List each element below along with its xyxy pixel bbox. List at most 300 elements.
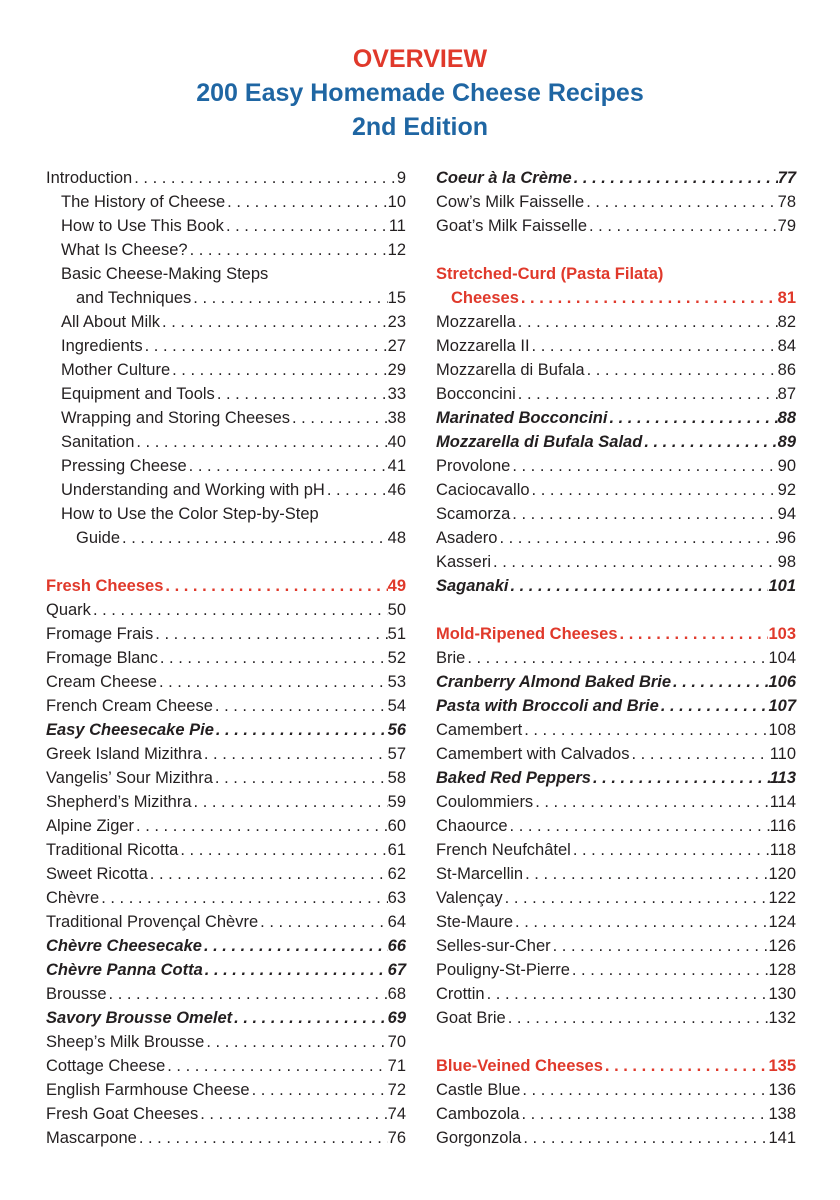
toc-entry-label: St-Marcellin xyxy=(436,865,524,883)
toc-entry-label: Blue-Veined Cheeses xyxy=(436,1057,603,1075)
toc-page-number: 40 xyxy=(387,433,406,451)
toc-entry-label: Cranberry Almond Baked Brie xyxy=(436,673,672,691)
toc-page-number: 124 xyxy=(768,913,796,931)
toc-entry[interactable] xyxy=(436,382,796,406)
toc-entry-label: How to Use the Color Step-by-Step xyxy=(61,505,319,523)
dot-leader xyxy=(188,238,388,262)
toc-entry-label: Quark xyxy=(46,601,91,619)
dot-leader xyxy=(519,286,778,310)
dot-leader xyxy=(204,1030,387,1054)
toc-entry-label: Savory Brousse Omelet xyxy=(46,1009,233,1027)
toc-page-number: 52 xyxy=(387,649,406,667)
toc-entry[interactable] xyxy=(46,166,406,190)
dot-leader xyxy=(153,622,387,646)
toc-entry[interactable] xyxy=(46,886,406,910)
toc-page-number: 58 xyxy=(387,769,406,787)
toc-entry-label: Mold-Ripened Cheeses xyxy=(436,625,618,643)
toc-entry[interactable] xyxy=(436,526,796,550)
dot-leader xyxy=(213,694,388,718)
dot-leader xyxy=(198,1102,387,1126)
toc-entry-label: Ingredients xyxy=(61,337,143,355)
toc-page-number: 38 xyxy=(387,409,406,427)
toc-entry[interactable] xyxy=(46,718,406,742)
dot-leader xyxy=(134,814,388,838)
toc-entry[interactable] xyxy=(46,694,406,718)
toc-page-number: 29 xyxy=(387,361,406,379)
toc-page-number: 138 xyxy=(768,1105,796,1123)
toc-entry[interactable] xyxy=(436,742,796,766)
toc-entry[interactable] xyxy=(436,478,796,502)
toc-entry-label: Mozzarella II xyxy=(436,337,530,355)
toc-entry-label: French Cream Cheese xyxy=(46,697,213,715)
dot-leader xyxy=(160,310,388,334)
toc-entry[interactable] xyxy=(436,790,796,814)
toc-page-number: 116 xyxy=(769,817,796,835)
book-title: 200 Easy Homemade Cheese Recipes xyxy=(196,79,644,107)
dot-leader xyxy=(522,718,768,742)
page-header xyxy=(0,42,840,144)
toc-page-number: 33 xyxy=(387,385,406,403)
toc-page-number: 72 xyxy=(387,1081,406,1099)
toc-entry-label: Basic Cheese-Making Steps xyxy=(61,265,269,283)
toc-entry-label: Gorgonzola xyxy=(436,1129,522,1147)
toc-page-number: 108 xyxy=(768,721,796,739)
dot-leader xyxy=(603,1054,769,1078)
toc-entry[interactable] xyxy=(436,814,796,838)
dot-leader xyxy=(192,790,388,814)
toc-entry-label: Alpine Ziger xyxy=(46,817,135,835)
toc-page-number: 54 xyxy=(387,697,406,715)
toc-entry-label: Equipment and Tools xyxy=(61,385,215,403)
toc-page-number: 50 xyxy=(387,601,406,619)
toc-entry-label: Fromage Frais xyxy=(46,625,154,643)
dot-leader xyxy=(157,670,388,694)
dot-leader xyxy=(232,1006,387,1030)
toc-entry-label: Pouligny-St-Pierre xyxy=(436,961,570,979)
toc-entry[interactable] xyxy=(46,838,406,862)
toc-entry-label: Cream Cheese xyxy=(46,673,157,691)
toc-entry-label: French Neufchâtel xyxy=(436,841,571,859)
toc-page-number: 62 xyxy=(387,865,406,883)
dot-leader xyxy=(571,838,770,862)
toc-entry[interactable] xyxy=(436,1102,796,1126)
toc-entry[interactable] xyxy=(436,958,796,982)
toc-page-number: 130 xyxy=(768,985,796,1003)
dot-leader xyxy=(170,358,388,382)
dot-leader xyxy=(630,742,770,766)
dot-leader xyxy=(591,766,770,790)
dot-leader xyxy=(485,982,769,1006)
toc-entry-label: Introduction xyxy=(46,169,133,187)
toc-entry[interactable] xyxy=(436,454,796,478)
toc-entry[interactable] xyxy=(46,622,406,646)
toc-entry-label: How to Use This Book xyxy=(61,217,224,235)
toc-entry[interactable] xyxy=(436,1078,796,1102)
toc-entry-label: Coeur à la Crème xyxy=(436,169,572,187)
dot-leader xyxy=(258,910,387,934)
toc-entry-label: Fresh Goat Cheeses xyxy=(46,1105,199,1123)
toc-entry[interactable] xyxy=(46,406,406,430)
toc-entry[interactable] xyxy=(46,334,406,358)
toc-page-number: 64 xyxy=(387,913,406,931)
toc-entry-label: Caciocavallo xyxy=(436,481,530,499)
toc-entry-label: English Farmhouse Cheese xyxy=(46,1081,250,1099)
dot-leader xyxy=(497,526,777,550)
toc-entry[interactable] xyxy=(46,238,406,262)
toc-entry-label: Mascarpone xyxy=(46,1129,137,1147)
toc-entry-label: Traditional Ricotta xyxy=(46,841,179,859)
toc-page-number: 94 xyxy=(777,505,796,523)
toc-entry[interactable] xyxy=(436,430,796,454)
toc-entry[interactable] xyxy=(46,1102,406,1126)
toc-entry[interactable] xyxy=(436,646,796,670)
toc-entry[interactable] xyxy=(436,694,796,718)
toc-entry-label: Valençay xyxy=(436,889,503,907)
toc-entry[interactable] xyxy=(46,358,406,382)
toc-entry-label: All About Milk xyxy=(61,313,161,331)
toc-entry[interactable] xyxy=(436,862,796,886)
toc-entry-label: Traditional Provençal Chèvre xyxy=(46,913,259,931)
toc-entry[interactable] xyxy=(436,670,796,694)
toc-entry-label: Saganaki xyxy=(436,577,509,595)
toc-entry[interactable] xyxy=(436,550,796,574)
dot-leader xyxy=(533,790,770,814)
toc-entry-label: Castle Blue xyxy=(436,1081,521,1099)
toc-page-number: 15 xyxy=(387,289,406,307)
toc-entry-label: Stretched-Curd (Pasta Filata) xyxy=(436,265,664,283)
toc-entry-label: Ste-Maure xyxy=(436,913,514,931)
dot-leader xyxy=(107,982,388,1006)
toc-page-number: 69 xyxy=(387,1009,406,1027)
toc-entry[interactable] xyxy=(46,910,406,934)
toc-page-number: 79 xyxy=(777,217,796,235)
toc-page-number: 110 xyxy=(769,745,796,763)
toc-entry-label: Mother Culture xyxy=(61,361,171,379)
toc-entry[interactable] xyxy=(436,502,796,526)
toc-section-heading[interactable] xyxy=(46,574,406,598)
dot-leader xyxy=(134,430,387,454)
toc-entry-label: Asadero xyxy=(436,529,498,547)
toc-page-number: 135 xyxy=(768,1057,796,1075)
dot-leader xyxy=(572,166,778,190)
toc-entry-label: Chèvre Panna Cotta xyxy=(46,961,203,979)
dot-leader xyxy=(132,166,397,190)
toc-page-number: 53 xyxy=(387,673,406,691)
dot-leader xyxy=(187,454,388,478)
toc-page-number: 11 xyxy=(388,217,406,235)
toc-entry-label: Crottin xyxy=(436,985,485,1003)
toc-page-number: 120 xyxy=(768,865,796,883)
toc-entry-label: Chèvre xyxy=(46,889,100,907)
dot-leader xyxy=(214,718,388,742)
toc-entry[interactable] xyxy=(46,766,406,790)
toc-right-column xyxy=(436,166,796,1150)
toc-entry-label: Cheeses xyxy=(451,289,519,307)
dot-leader xyxy=(178,838,387,862)
toc-page-number: 128 xyxy=(768,961,796,979)
toc-entry-label: Cow’s Milk Faisselle xyxy=(436,193,585,211)
dot-leader xyxy=(516,310,778,334)
toc-entry[interactable] xyxy=(46,310,406,334)
toc-entry-label: Greek Island Mizithra xyxy=(46,745,202,763)
dot-leader xyxy=(163,574,387,598)
toc-entry-label: Fresh Cheeses xyxy=(46,577,164,595)
toc-page-number: 63 xyxy=(387,889,406,907)
toc-page-number: 10 xyxy=(387,193,406,211)
toc-page-number: 122 xyxy=(768,889,796,907)
toc-entry-label: Chaource xyxy=(436,817,508,835)
dot-leader xyxy=(158,646,388,670)
toc-page-number: 61 xyxy=(387,841,406,859)
toc-entry[interactable] xyxy=(46,502,406,526)
toc-entry[interactable] xyxy=(46,862,406,886)
toc-page-number: 12 xyxy=(387,241,406,259)
toc-entry-label: Goat’s Milk Faisselle xyxy=(436,217,587,235)
toc-entry[interactable] xyxy=(436,334,796,358)
toc-entry-label: Shepherd’s Mizithra xyxy=(46,793,192,811)
toc-page-number: 9 xyxy=(396,169,406,187)
toc-entry[interactable] xyxy=(436,1126,796,1150)
toc-page-number: 41 xyxy=(387,457,406,475)
dot-leader xyxy=(642,430,777,454)
toc-entry[interactable] xyxy=(436,1006,796,1030)
toc-page-number: 23 xyxy=(387,313,406,331)
toc-entry-label: What Is Cheese? xyxy=(61,241,188,259)
toc-entry[interactable] xyxy=(46,286,406,310)
toc-entry-label: Cambozola xyxy=(436,1105,520,1123)
toc-page-number: 90 xyxy=(777,457,796,475)
toc-entry-label: Mozzarella xyxy=(436,313,516,331)
toc-entry[interactable] xyxy=(46,454,406,478)
toc-entry[interactable] xyxy=(46,958,406,982)
toc-entry[interactable] xyxy=(436,358,796,382)
toc-page-number: 77 xyxy=(777,169,796,187)
section-gap xyxy=(436,1030,796,1054)
toc-page-number: 106 xyxy=(768,673,796,691)
toc-entry-label: Pasta with Broccoli and Brie xyxy=(436,697,659,715)
dot-leader xyxy=(519,1102,768,1126)
toc-entry[interactable] xyxy=(436,766,796,790)
toc-entry[interactable] xyxy=(436,166,796,190)
toc-entry[interactable] xyxy=(436,214,796,238)
toc-entry-label: Wrapping and Storing Cheeses xyxy=(61,409,291,427)
toc-entry[interactable] xyxy=(46,982,406,1006)
toc-entry-label: Chèvre Cheesecake xyxy=(46,937,202,955)
toc-entry-label: Sweet Ricotta xyxy=(46,865,148,883)
toc-page-number: 132 xyxy=(768,1009,796,1027)
toc-entry[interactable] xyxy=(436,838,796,862)
section-gap xyxy=(46,550,406,574)
toc-page-number: 81 xyxy=(777,289,796,307)
dot-leader xyxy=(203,958,388,982)
toc-entry[interactable] xyxy=(436,574,796,598)
toc-entry[interactable] xyxy=(436,982,796,1006)
toc-page-number: 51 xyxy=(387,625,406,643)
dot-leader xyxy=(165,1054,387,1078)
toc-page-number: 107 xyxy=(768,697,796,715)
toc-page-number: 66 xyxy=(387,937,406,955)
dot-leader xyxy=(191,286,387,310)
toc-page-number: 118 xyxy=(769,841,796,859)
toc-entry-label: Easy Cheesecake Pie xyxy=(46,721,214,739)
toc-page-number: 82 xyxy=(777,313,796,331)
toc-entry-label: Marinated Bocconcini xyxy=(436,409,608,427)
toc-page-number: 59 xyxy=(387,793,406,811)
dot-leader xyxy=(503,886,769,910)
toc-page-number: 78 xyxy=(777,193,796,211)
dot-leader xyxy=(325,478,388,502)
toc-entry[interactable] xyxy=(46,214,406,238)
toc-entry[interactable] xyxy=(46,382,406,406)
toc-page-number: 88 xyxy=(777,409,796,427)
toc-entry-label: Camembert with Calvados xyxy=(436,745,630,763)
dot-leader xyxy=(202,742,388,766)
toc-page-number: 114 xyxy=(769,793,796,811)
toc-entry-label: Mozzarella di Bufala Salad xyxy=(436,433,643,451)
dot-leader xyxy=(671,670,768,694)
toc-entry-label: Coulommiers xyxy=(436,793,534,811)
dot-leader xyxy=(585,358,778,382)
dot-leader xyxy=(224,214,389,238)
dot-leader xyxy=(584,190,777,214)
dot-leader xyxy=(530,334,778,358)
toc-entry-label: Provolone xyxy=(436,457,511,475)
dot-leader xyxy=(587,214,778,238)
toc-entry[interactable] xyxy=(46,934,406,958)
toc-entry[interactable] xyxy=(46,1126,406,1150)
toc-entry-label: The History of Cheese xyxy=(61,193,226,211)
toc-page-number: 60 xyxy=(387,817,406,835)
toc-entry-label: Sheep’s Milk Brousse xyxy=(46,1033,205,1051)
toc-entry-label: Pressing Cheese xyxy=(61,457,187,475)
toc-page-number: 96 xyxy=(777,529,796,547)
toc-page-number: 87 xyxy=(777,385,796,403)
toc-section-heading[interactable] xyxy=(436,262,796,286)
toc-page-number: 84 xyxy=(777,337,796,355)
toc-section-heading[interactable] xyxy=(436,622,796,646)
toc-entry-label: Cottage Cheese xyxy=(46,1057,166,1075)
toc-page-number: 46 xyxy=(387,481,406,499)
dot-leader xyxy=(551,934,769,958)
toc-page-number: 70 xyxy=(387,1033,406,1051)
section-gap xyxy=(436,238,796,262)
toc-entry[interactable] xyxy=(46,790,406,814)
toc-page-number: 103 xyxy=(768,625,796,643)
dot-leader xyxy=(491,550,778,574)
dot-leader xyxy=(510,454,777,478)
toc-entry-label: Kasseri xyxy=(436,553,492,571)
section-gap xyxy=(436,598,796,622)
toc-entry[interactable] xyxy=(46,1030,406,1054)
toc-page-number: 136 xyxy=(768,1081,796,1099)
toc-entry[interactable] xyxy=(46,598,406,622)
toc-entry[interactable] xyxy=(46,646,406,670)
dot-leader xyxy=(516,382,778,406)
toc-entry-label: Fromage Blanc xyxy=(46,649,158,667)
dot-leader xyxy=(659,694,769,718)
toc-page-number: 49 xyxy=(387,577,406,595)
toc-entry[interactable] xyxy=(46,1078,406,1102)
toc-entry[interactable] xyxy=(46,478,406,502)
dot-leader xyxy=(215,382,388,406)
toc-page-number: 27 xyxy=(387,337,406,355)
dot-leader xyxy=(523,862,768,886)
toc-page-number: 126 xyxy=(768,937,796,955)
toc-entry[interactable] xyxy=(436,910,796,934)
toc-entry[interactable] xyxy=(436,310,796,334)
dot-leader xyxy=(607,406,777,430)
toc-entry[interactable] xyxy=(436,718,796,742)
toc-section-heading[interactable] xyxy=(436,286,796,310)
toc-entry[interactable] xyxy=(46,190,406,214)
dot-leader xyxy=(213,766,388,790)
dot-leader xyxy=(137,1126,388,1150)
dot-leader xyxy=(290,406,388,430)
dot-leader xyxy=(508,574,768,598)
dot-leader xyxy=(465,646,768,670)
toc-page-number: 101 xyxy=(768,577,796,595)
toc-entry[interactable] xyxy=(436,190,796,214)
dot-leader xyxy=(506,1006,769,1030)
dot-leader xyxy=(99,886,387,910)
toc-page-number: 76 xyxy=(387,1129,406,1147)
toc-section-heading[interactable] xyxy=(436,1054,796,1078)
dot-leader xyxy=(520,1078,768,1102)
toc-page-number: 67 xyxy=(387,961,406,979)
toc-entry[interactable] xyxy=(46,1006,406,1030)
toc-page-number: 98 xyxy=(777,553,796,571)
toc-entry-label: Understanding and Working with pH xyxy=(61,481,325,499)
toc-page-number: 71 xyxy=(387,1057,406,1075)
toc-entry[interactable] xyxy=(46,430,406,454)
toc-entry-label: Brousse xyxy=(46,985,107,1003)
dot-leader xyxy=(530,478,778,502)
toc-entry-label: Baked Red Peppers xyxy=(436,769,591,787)
dot-leader xyxy=(91,598,388,622)
toc-entry-label: Goat Brie xyxy=(436,1009,506,1027)
dot-leader xyxy=(225,190,387,214)
dot-leader xyxy=(521,1126,768,1150)
toc-page-number: 92 xyxy=(777,481,796,499)
toc-entry-label: Mozzarella di Bufala xyxy=(436,361,585,379)
toc-entry[interactable] xyxy=(46,262,406,286)
toc-entry[interactable] xyxy=(46,1054,406,1078)
toc-entry-label: Selles-sur-Cher xyxy=(436,937,551,955)
toc-page-number: 89 xyxy=(777,433,796,451)
toc-entry-label: Camembert xyxy=(436,721,523,739)
toc-entry[interactable] xyxy=(436,886,796,910)
toc-entry[interactable] xyxy=(46,526,406,550)
toc-page-number: 57 xyxy=(387,745,406,763)
toc-entry[interactable] xyxy=(46,742,406,766)
toc-left-column xyxy=(46,166,406,1150)
dot-leader xyxy=(120,526,388,550)
toc-entry[interactable] xyxy=(46,670,406,694)
toc-entry-label: Scamorza xyxy=(436,505,511,523)
dot-leader xyxy=(202,934,388,958)
toc-entry[interactable] xyxy=(436,406,796,430)
toc-page-number: 74 xyxy=(387,1105,406,1123)
overview-title: OVERVIEW xyxy=(352,45,488,73)
edition-title: 2nd Edition xyxy=(351,113,489,141)
toc-page-number: 113 xyxy=(769,769,796,787)
toc-entry[interactable] xyxy=(436,934,796,958)
dot-leader xyxy=(508,814,770,838)
toc-entry-label: and Techniques xyxy=(76,289,192,307)
toc-entry[interactable] xyxy=(46,814,406,838)
dot-leader xyxy=(510,502,777,526)
toc-entry-label: Sanitation xyxy=(61,433,135,451)
